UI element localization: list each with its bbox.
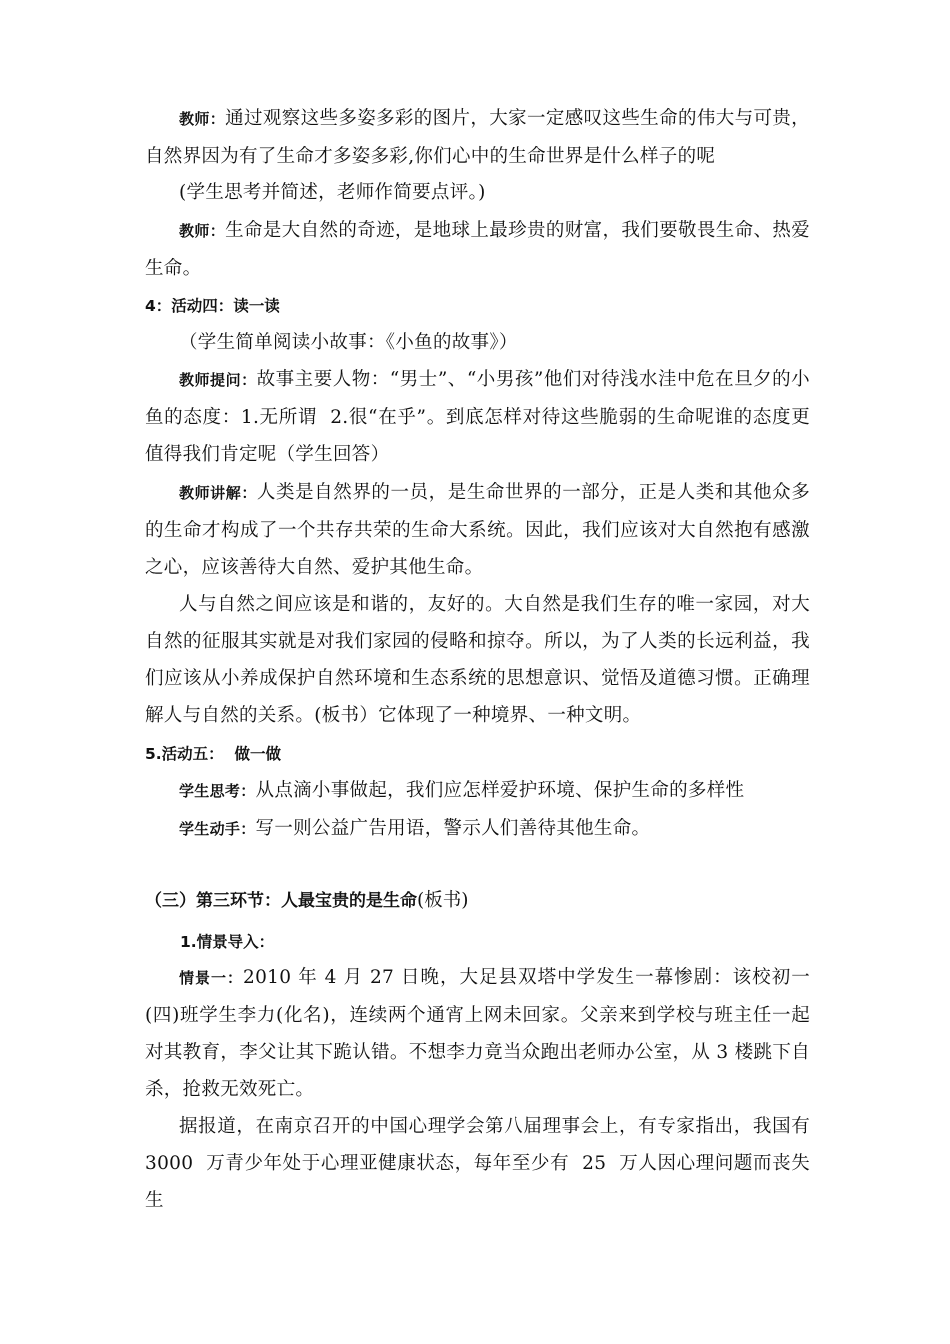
paragraph-text: 人与自然之间应该是和谐的，友好的。大自然是我们生存的唯一家园，对大自然的征服其实就是对我们家园的侵略和掠夺。所以，为了人类的长远利益，我们应该从小养成保护自然环境和生态系统的思想意识、觉悟及道德习惯。正确理解人与自然的关系。(板书）它体现了一种境界、一种文明。 (145, 594, 810, 726)
paragraph-read-story (145, 324, 810, 361)
activity-five-heading: 5.活动五： 做一做 (145, 745, 281, 763)
speaker-label: 教师： (179, 222, 226, 240)
paragraph-scenario-one (145, 959, 810, 1108)
paragraph-student-reflect (145, 772, 810, 810)
speaker-label: 学生思考： (179, 782, 256, 800)
speaker-label: 情景一： (179, 969, 244, 987)
section-three-heading (145, 887, 468, 915)
paragraph-teacher-life (145, 212, 810, 287)
paragraph-text: 人类是自然界的一员，是生命世界的一部分，正是人类和其他众多的生命才构成了一个共存共荣的生命大系统。因此，我们应该对大自然抱有感激之心，应该善待大自然、爱护其他生命。 (145, 482, 810, 578)
paragraph-text: (学生思考并简述，老师作简要点评。) (179, 182, 486, 203)
section-note: (板书) (417, 890, 469, 911)
paragraph-report (145, 1108, 810, 1219)
paragraph-teacher-question (145, 361, 810, 473)
paragraph-teacher-explain (145, 474, 810, 586)
paragraph-text: 故事主要人物：“男士”、“小男孩”他们对待浅水洼中危在旦夕的小鱼的态度：1.无所谓 2.很“在乎”。到底怎样对待这些脆弱的生命呢谁的态度更值得我们肯定呢（学生回答） (145, 369, 810, 465)
scenario-intro-heading: 1.情景导入： (180, 933, 275, 951)
speaker-label: 教师： (179, 110, 226, 128)
speaker-label: 教师提问： (179, 371, 257, 389)
paragraph-text: 从点滴小事做起，我们应怎样爱护环境、保护生命的多样性 (255, 780, 745, 801)
activity-four-heading: 4：活动四：读一读 (145, 297, 280, 315)
paragraph-teacher-observe (145, 100, 810, 175)
paragraph-text: （学生简单阅读小故事：《小鱼的故事》） (179, 332, 518, 353)
paragraph-harmony (145, 586, 810, 734)
paragraph-student-do (145, 810, 810, 848)
speaker-label: 教师讲解： (179, 484, 257, 502)
section-title: （三）第三环节：人最宝贵的是生命 (145, 891, 417, 911)
paragraph-text: 生命是大自然的奇迹，是地球上最珍贵的财富，我们要敬畏生命、热爱生命。 (145, 220, 810, 279)
paragraph-text: 通过观察这些多姿多彩的图片，大家一定感叹这些生命的伟大与可贵，自然界因为有了生命才多姿多彩,你们心中的生命世界是什么样子的呢 (145, 108, 810, 167)
paragraph-student-think (145, 174, 810, 211)
paragraph-text: 2010 年 4 月 27 日晚，大足县双塔中学发生一幕惨剧：该校初一(四)班学生李力(化名)，连续两个通宵上网未回家。父亲来到学校与班主任一起对其教育，李父让其下跪认错。不想李力竟当众跑出老师办公室，从 3 楼跳下自杀，抢救无效死亡。 (145, 967, 811, 1100)
speaker-label: 学生动手： (179, 820, 256, 838)
paragraph-text: 据报道，在南京召开的中国心理学会第八届理事会上，有专家指出，我国有3000 万青少年处于心理亚健康状态，每年至少有 25 万人因心理问题而丧失生 (145, 1116, 810, 1211)
paragraph-text: 写一则公益广告用语，警示人们善待其他生命。 (255, 818, 651, 839)
